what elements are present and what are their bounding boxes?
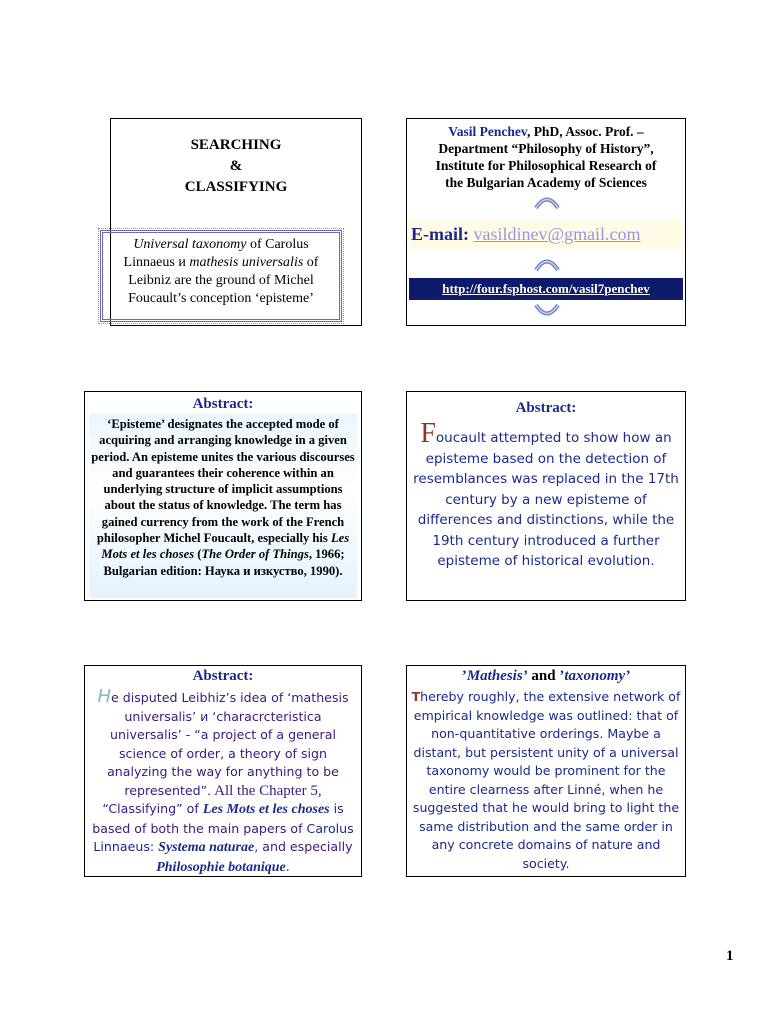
title-line-1: SEARCHING xyxy=(190,137,282,153)
email-label: E-mail: xyxy=(411,224,474,244)
philosophie-botanique: Philosophie botanique xyxy=(156,859,286,875)
author-title: , PhD, Assoc. Prof. – xyxy=(526,124,644,139)
foucault-body: oucault attempted to show how an episteme based on the detection of resemblances was replaced in the 17th century by a new episteme of differences and distinctions, while the 19th century introduced a further episteme of historical evolution. xyxy=(413,430,679,569)
episteme-definition xyxy=(89,414,357,598)
taxonomy-text xyxy=(409,688,683,873)
leibniz-text-5: : xyxy=(149,839,159,854)
foucault-text xyxy=(411,418,681,572)
abstract-heading: Abstract: xyxy=(192,668,254,684)
box-italic-1: Universal taxonomy xyxy=(133,237,247,252)
book-title-en: The Order of Things xyxy=(201,547,309,562)
book-title-fr: Les Mots et les choses xyxy=(101,531,350,562)
dropcap: H xyxy=(97,686,111,707)
arc-bottom-icon xyxy=(534,304,560,318)
slide-title-heading xyxy=(111,135,361,198)
box-text-1: of Carolus Linnaeus и xyxy=(123,237,309,270)
author-academy: the Bulgarian Academy of Sciences xyxy=(445,175,647,190)
box-italic-2: mathesis universalis xyxy=(189,255,304,270)
heading-and: and xyxy=(527,668,560,684)
book-title: Les Mots et les choses xyxy=(202,802,330,817)
leibniz-text-3: “Classifying” of xyxy=(102,801,203,816)
leibniz-text-6: , and especially xyxy=(254,839,353,854)
leibniz-text-4: is based of both the main papers of xyxy=(92,801,344,836)
arc-divider-icon xyxy=(534,257,560,271)
slide-author xyxy=(406,118,686,326)
heading-taxonomy: taxonomy’ xyxy=(564,668,631,684)
slide-abstract-foucault xyxy=(406,391,686,601)
title-line-2: & xyxy=(229,158,243,174)
definition-text-1: ‘Episteme’ designates the accepted mode of acquiring and arranging knowledge in a given period. An episteme unites the various discourses and guarantees their coherence within an underlying structure of implicit assumptions about the status of knowledge. The term has gained currency from the work of the French philosopher Michel Foucault, especially his xyxy=(91,417,355,546)
systema-naturae: Systema naturae xyxy=(158,840,255,855)
dropcap: T xyxy=(411,689,421,704)
slide-abstract-episteme xyxy=(84,391,362,601)
definition-text-2: ( xyxy=(194,547,202,562)
quote-mark: ’ xyxy=(461,668,467,684)
leibniz-text-1: e disputed Leibhiz’s idea of ‘mathesis universalis’ и ‘characrcteristica universalis’ - “a project of a general science of order, a theory of sign analyzing the way for anything to be represented”. xyxy=(107,690,349,798)
mathesis-taxonomy-heading xyxy=(407,668,685,685)
email-row xyxy=(409,219,683,249)
abstract-heading: Abstract: xyxy=(192,396,254,412)
box-text-2: of Leibniz are the ground of Michel Foucault’s conception ‘episteme’ xyxy=(128,255,319,306)
author-institute: Institute for Philosophical Research of xyxy=(435,158,657,173)
author-block xyxy=(407,123,685,191)
title-line-3: CLASSIFYING xyxy=(184,179,288,195)
dropcap: F xyxy=(420,418,436,449)
carolus-linnaeus: Carolus Linnaeus xyxy=(93,820,354,854)
abstract-heading: Abstract: xyxy=(515,400,577,416)
quote-mark: ’ xyxy=(559,668,565,684)
leibniz-text xyxy=(87,688,359,877)
website-link[interactable]: http://four.fsphost.com/vasil7penchev xyxy=(409,278,683,300)
leibniz-text-2: All the Chapter 5, xyxy=(211,782,322,799)
slide-mathesis-taxonomy xyxy=(406,665,686,877)
universal-taxonomy-box xyxy=(100,230,342,322)
heading-mathesis: Mathesis’ xyxy=(466,668,528,684)
taxonomy-body: hereby roughly, the extensive network of empirical knowledge was outlined: that of non-quantitative orderings. Maybe a distant, but persistent unity of a universal taxonomy would be prominent for the entire clearness after Linné, when he suggested that he would bring to light the same distribution and the same order in any concrete domains of nature and society. xyxy=(412,689,681,871)
slide-abstract-leibniz xyxy=(84,665,362,877)
email-link[interactable]: vasildinev@gmail.com xyxy=(473,224,641,244)
definition-text-3: , 1966; Bulgarian edition: Наука и изкуство, 1990). xyxy=(103,547,345,578)
page-number: 1 xyxy=(726,948,734,964)
author-name: Vasil Penchev xyxy=(448,124,527,139)
arc-divider-icon xyxy=(534,195,560,209)
author-line-1 xyxy=(407,123,685,140)
leibniz-text-7: . xyxy=(285,858,290,874)
author-department: Department “Philosophy of History”, xyxy=(438,141,654,156)
